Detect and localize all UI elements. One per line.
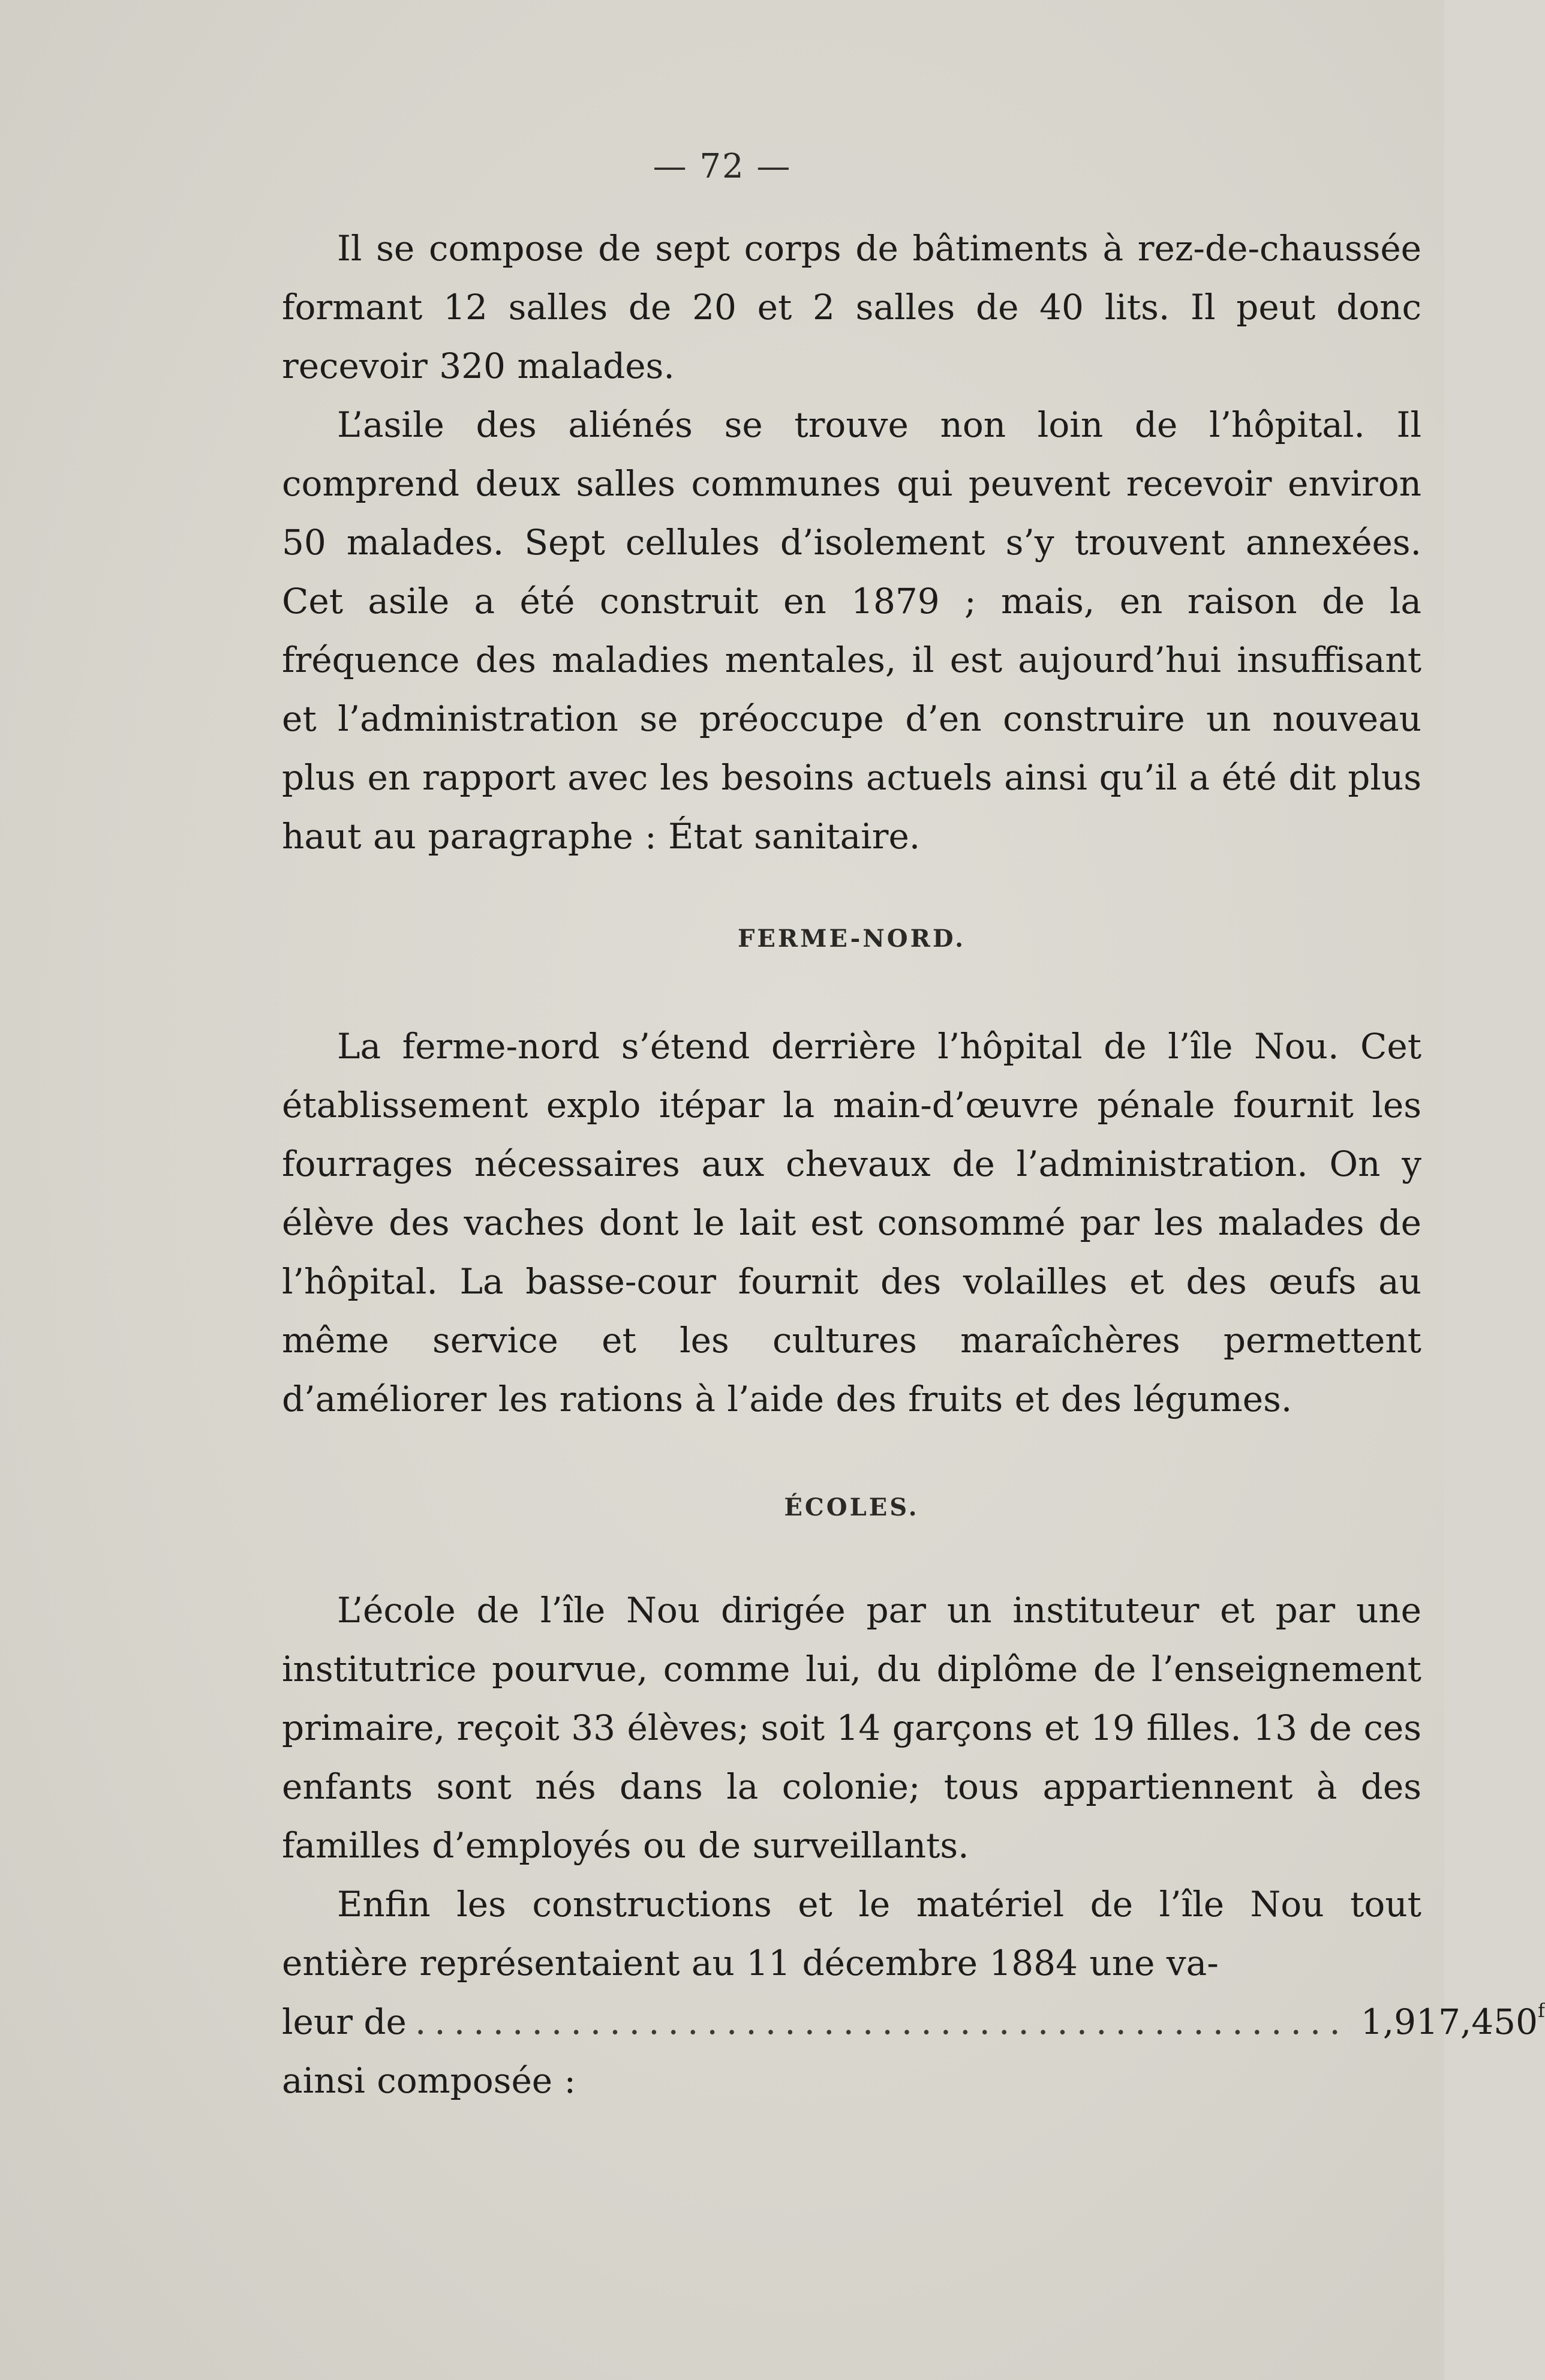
value-amount — [1349, 1992, 1545, 2051]
paragraph-constructions: Enfin les constructions et le matériel de l’île Nou tout entière représentaient au 11 décembre 1884 une va- — [282, 1884, 1421, 1983]
leader-dots: ................................................ — [414, 2001, 1349, 2042]
paragraph-ecoles: L’école de l’île Nou dirigée par un instituteur et par une institutrice pourvue, comme lui, du diplôme de l’enseignement primaire, reçoit 33 élèves; soit 14 garçons et 19 filles. 13 de ces enfants sont nés dans la colonie; tous appartiennent à des familles d’employés ou de surveillants. — [282, 1590, 1421, 1866]
value-line — [282, 1992, 1545, 2051]
paragraph-asylum: L’asile des aliénés se trouve non loin de l’hôpital. Il comprend deux salles communes qui peuvent recevoir environ 50 malades. Sept cellules d’isolement s’y trouvent annexées. Cet asile a été construit en 1879 ; mais, en raison de la fréquence des maladies mentales, il est aujourd’hui insuffisant et l’administration se préoccupe d’en construire un nouveau plus en rapport avec les besoins actuels ainsi qu’il a été dit plus haut au paragraphe : État sanitaire. — [282, 404, 1421, 857]
value-amount-number: 1,917,450 — [1360, 2001, 1538, 2042]
paragraph-ferme-nord: La ferme-nord s’étend derrière l’hôpital de l’île Nou. Cet établissement explo itépar la main-d’œuvre pénale fournit les fourrages nécessaires aux chevaux de l’administration. On y élève des vaches dont le lait est consommé par les malades de l’hôpital. La basse-cour fournit des volailles et des œufs au même service et les cultures maraîchères permettent d’améliorer les rations à l’aide des fruits et des légumes. — [282, 1026, 1421, 1419]
paragraph-composition: ainsi composée : — [282, 2060, 576, 2101]
section-heading-ecoles: ÉCOLES. — [784, 1493, 919, 1521]
value-label: leur de — [282, 2001, 407, 2042]
page-number: — 72 — — [653, 147, 792, 186]
section-heading-ferme-nord: FERME-NORD. — [737, 925, 966, 953]
body-text — [282, 219, 1545, 2110]
value-unit: f — [1537, 1999, 1545, 2022]
paragraph-hospital-buildings: Il se compose de sept corps de bâtiments à rez-de-chaussée formant 12 salles de 20 et 2 salles de 40 lits. Il peut donc recevoir 320 malades. — [282, 228, 1421, 386]
